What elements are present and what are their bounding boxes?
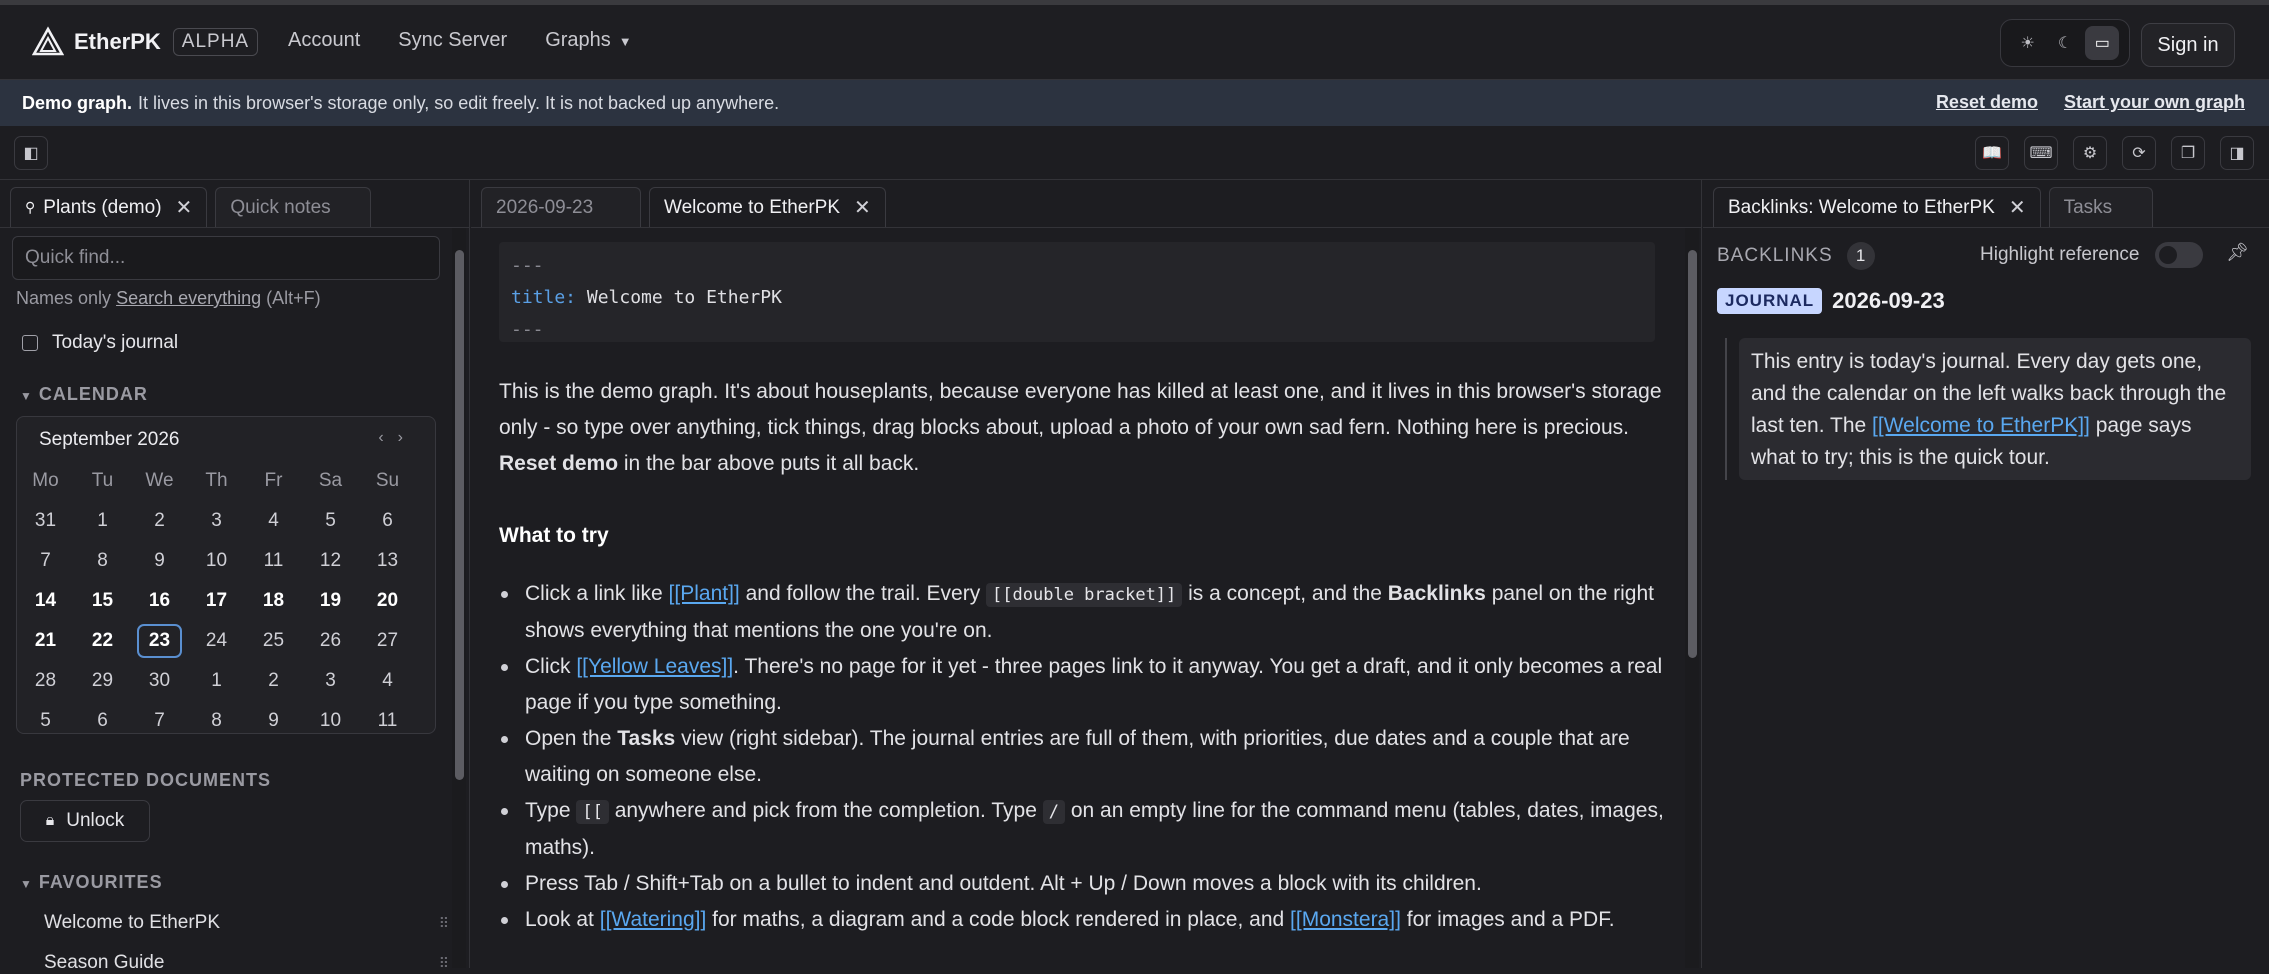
banner-lead: Demo graph. xyxy=(22,92,133,113)
weekday-label: We xyxy=(145,470,174,491)
brand[interactable] xyxy=(32,26,258,58)
backlinks-header: BACKLINKS 1 xyxy=(1717,242,1875,270)
moon-icon[interactable]: ☾ xyxy=(2057,35,2073,52)
calendar-day[interactable]: 3 xyxy=(211,510,222,531)
close-icon[interactable]: ✕ xyxy=(854,197,871,219)
calendar-day[interactable]: 18 xyxy=(262,590,285,611)
backlink-entry[interactable]: This entry is today's journal. Every day gets one, and the calendar on the left walks back through the last ten. The [[Welcome to EtherPK]] page says what to try; this is the quick tour. xyxy=(1739,338,2251,480)
calendar-day[interactable]: 21 xyxy=(34,630,57,651)
lock-icon: 🔒︎ xyxy=(45,812,55,829)
week-row xyxy=(17,661,437,701)
weekday-label: Su xyxy=(375,470,400,491)
favourite-item[interactable]: Season Guide xyxy=(44,952,165,973)
close-icon[interactable]: ✕ xyxy=(2008,197,2026,219)
calendar-day[interactable]: 11 xyxy=(377,710,398,731)
weekday-label: Sa xyxy=(318,470,343,491)
search-mode xyxy=(16,288,321,309)
monstera-link[interactable]: [[Monstera]] xyxy=(1290,908,1401,931)
calendar-day[interactable]: 3 xyxy=(325,670,336,691)
calendar-day[interactable]: 8 xyxy=(211,710,222,731)
calendar-day[interactable]: 31 xyxy=(34,510,57,531)
plant-link[interactable]: [[Plant]] xyxy=(668,582,740,605)
calendar xyxy=(16,416,436,734)
calendar-day[interactable]: 9 xyxy=(154,550,165,571)
calendar-day[interactable]: 28 xyxy=(34,670,57,691)
chevron-down-icon: ▼ xyxy=(618,34,632,49)
journal-badge: JOURNAL xyxy=(1717,288,1822,314)
calendar-day[interactable]: 6 xyxy=(382,510,393,531)
list-item[interactable]: Press Tab / Shift+Tab on a bullet to indent and outdent. Alt + Up / Down moves a block with its children. xyxy=(499,866,1669,902)
tab-welcome[interactable]: Welcome to EtherPK ✕ xyxy=(649,187,886,227)
toolbar xyxy=(0,126,2269,180)
calendar-day[interactable]: 2 xyxy=(154,510,165,531)
quick-find-input[interactable]: Quick find... xyxy=(12,236,440,280)
chevron-left-icon[interactable]: ‹ xyxy=(378,429,398,446)
start-own-graph-link[interactable]: Start your own graph xyxy=(2063,92,2245,112)
shortcut-hint: (Alt+F) xyxy=(266,288,321,308)
chevron-down-icon: ▼ xyxy=(20,389,33,403)
calendar-day[interactable]: 17 xyxy=(205,590,228,611)
calendar-day[interactable]: 12 xyxy=(319,550,342,571)
section-heading: What to try xyxy=(499,524,609,547)
todays-journal-link[interactable]: Today's journal xyxy=(22,332,178,354)
calendar-day[interactable]: 7 xyxy=(40,550,51,571)
calendar-grid xyxy=(17,461,437,741)
backlink-source[interactable] xyxy=(1717,288,1945,314)
week-row xyxy=(17,621,437,661)
scroll-thumb[interactable] xyxy=(455,250,464,780)
watering-link[interactable]: [[Watering]] xyxy=(599,908,707,931)
calendar-day[interactable]: 15 xyxy=(91,590,114,611)
editor-tabs xyxy=(471,180,1701,228)
calendar-day[interactable]: 26 xyxy=(319,630,342,651)
brand-name: EtherPK xyxy=(74,29,161,54)
calendar-day[interactable]: 4 xyxy=(382,670,393,691)
right-sidebar-toggle-icon[interactable]: ◨ xyxy=(2220,136,2254,170)
week-row xyxy=(17,541,437,581)
graph-icon: ⚲ xyxy=(25,199,36,215)
tips-list xyxy=(499,576,1669,938)
drag-handle-icon[interactable]: ⠿ xyxy=(438,955,449,971)
protected-documents-header: PROTECTED DOCUMENTS xyxy=(20,770,272,790)
calendar-day[interactable]: 24 xyxy=(205,630,228,651)
logo-icon xyxy=(32,26,64,58)
calendar-day[interactable]: 29 xyxy=(91,670,114,691)
calendar-day[interactable]: 10 xyxy=(319,710,342,731)
highlight-toggle[interactable] xyxy=(2155,242,2203,268)
favourites-section-header[interactable]: ▼ FAVOURITES xyxy=(20,872,163,892)
week-row xyxy=(17,501,437,541)
book-icon[interactable]: 📖 xyxy=(1975,136,2009,170)
top-bar xyxy=(0,0,2269,80)
list-item[interactable]: Look at [[Watering]] for maths, a diagram and a code block rendered in place, and [[Monstera]] for images and a PDF. xyxy=(499,902,1669,938)
search-everything-link[interactable]: Search everything xyxy=(116,288,262,308)
left-sidebar xyxy=(0,180,470,973)
list-item[interactable]: Type [[ anywhere and pick from the completion. Type / on an empty line for the command menu (tables, dates, images, maths). xyxy=(499,793,1669,866)
intro-paragraph[interactable]: This is the demo graph. It's about houseplants, because everyone has killed at least one, and it lives in this browser's storage only - so type over anything, tick things, drag blocks about, upload a photo of your own sad fern. Nothing here is precious. Reset demo in the bar above puts it all back. xyxy=(499,380,1662,475)
calendar-day[interactable]: 5 xyxy=(40,710,51,731)
weekday-label: Fr xyxy=(264,470,283,491)
copy-icon[interactable]: ❐ xyxy=(2171,136,2205,170)
left-sidebar-toggle-icon[interactable]: ◧ xyxy=(14,136,48,170)
weekday-row xyxy=(17,461,437,501)
names-only-option[interactable]: Names only xyxy=(16,288,112,308)
calendar-day[interactable]: 19 xyxy=(319,590,342,611)
calendar-icon xyxy=(22,335,38,351)
welcome-link[interactable]: [[Welcome to EtherPK]] xyxy=(1872,414,2090,437)
frontmatter-block[interactable]: --- title: Welcome to EtherPK --- xyxy=(499,242,1655,342)
calendar-month: September 2026 xyxy=(39,429,180,450)
sign-in-button[interactable]: Sign in xyxy=(2141,23,2235,67)
list-item[interactable]: Open the Tasks view (right sidebar). The journal entries are full of them, with priorities, due dates and a couple that are waiting on someone else. xyxy=(499,721,1669,793)
week-row xyxy=(17,701,437,741)
week-row xyxy=(17,581,437,621)
editor-scrollbar[interactable] xyxy=(1685,228,1699,968)
list-item[interactable]: Click [[Yellow Leaves]]. There's no page for it yet - three pages link to it anyway. You get a draft, and it only becomes a real page if you type something. xyxy=(499,649,1669,721)
calendar-day[interactable]: 2 xyxy=(268,670,279,691)
calendar-day[interactable]: 25 xyxy=(262,630,285,651)
theme-switcher xyxy=(2000,19,2130,67)
calendar-day[interactable]: 10 xyxy=(205,550,228,571)
nav-sync-server[interactable]: Sync Server xyxy=(398,29,508,51)
unlock-button[interactable]: 🔒︎ Unlock xyxy=(20,800,150,842)
keyboard-icon[interactable]: ⌨ xyxy=(2024,136,2058,170)
calendar-day[interactable]: 20 xyxy=(376,590,399,611)
right-tabs xyxy=(1703,180,2269,228)
tab-plants-demo[interactable]: ⚲ Plants (demo) ✕ xyxy=(10,187,207,227)
calendar-day[interactable]: 27 xyxy=(376,630,399,651)
calendar-day[interactable]: 13 xyxy=(376,550,399,571)
editor-pane xyxy=(471,180,1702,968)
reset-demo-link[interactable]: Reset demo xyxy=(1935,92,2038,112)
gear-icon[interactable]: ⚙ xyxy=(2073,136,2107,170)
calendar-day[interactable]: 6 xyxy=(97,710,108,731)
weekday-label: Th xyxy=(205,470,228,491)
tab-tasks[interactable]: Tasks xyxy=(2049,187,2153,227)
weekday-label: Mo xyxy=(32,470,59,491)
pin-icon[interactable]: 📌︎ xyxy=(2226,242,2249,262)
calendar-day[interactable]: 1 xyxy=(97,510,108,531)
monitor-icon[interactable]: ▭ xyxy=(2085,26,2119,60)
chevron-down-icon: ▼ xyxy=(20,877,33,891)
calendar-day-today[interactable]: 23 xyxy=(137,624,182,658)
demo-banner xyxy=(0,80,2269,126)
calendar-day[interactable]: 22 xyxy=(91,630,114,651)
left-scrollbar[interactable] xyxy=(452,228,466,968)
page-content xyxy=(499,374,1669,938)
journal-date[interactable]: 2026-09-23 xyxy=(1832,288,1945,313)
tab-backlinks[interactable]: Backlinks: Welcome to EtherPK ✕ xyxy=(1713,187,2041,227)
alpha-badge: ALPHA xyxy=(173,28,258,56)
calendar-day[interactable]: 14 xyxy=(34,590,57,611)
calendar-day[interactable]: 30 xyxy=(148,670,171,691)
nav-graphs[interactable]: Graphs ▼ xyxy=(545,29,632,51)
banner-text: It lives in this browser's storage only, so edit freely. It is not backed up anywhere. xyxy=(138,92,780,113)
sun-icon[interactable]: ☀ xyxy=(2020,35,2035,52)
calendar-day[interactable]: 8 xyxy=(97,550,108,571)
calendar-day[interactable]: 9 xyxy=(268,710,279,731)
sync-icon[interactable]: ⟳ xyxy=(2122,136,2156,170)
calendar-day[interactable]: 16 xyxy=(148,590,171,611)
calendar-day[interactable]: 4 xyxy=(268,510,279,531)
chevron-right-icon[interactable]: › xyxy=(397,429,417,446)
yellow-leaves-link[interactable]: [[Yellow Leaves]] xyxy=(576,655,734,678)
tab-quick-notes[interactable]: Quick notes xyxy=(215,187,371,227)
calendar-day[interactable]: 1 xyxy=(211,670,222,691)
list-item[interactable]: Click a link like [[Plant]] and follow the trail. Every [[double bracket]] is a concept, and the Backlinks panel on the right shows everything that mentions the one you're on. xyxy=(499,576,1669,649)
backlinks-count: 1 xyxy=(1847,242,1875,270)
tab-journal-date[interactable]: 2026-09-23 xyxy=(481,187,641,227)
main-nav xyxy=(288,29,632,52)
scroll-thumb[interactable] xyxy=(1688,250,1697,658)
calendar-section-header[interactable]: ▼ CALENDAR xyxy=(20,384,148,404)
calendar-day[interactable]: 11 xyxy=(263,550,284,571)
favourite-item[interactable]: Welcome to EtherPK xyxy=(44,912,221,933)
nav-account[interactable]: Account xyxy=(288,29,361,51)
highlight-reference: Highlight reference xyxy=(1980,242,2203,268)
reference-bar xyxy=(1725,338,1727,480)
calendar-day[interactable]: 7 xyxy=(154,710,165,731)
left-tabs xyxy=(0,180,469,228)
weekday-label: Tu xyxy=(91,470,114,491)
right-sidebar xyxy=(1703,180,2269,968)
calendar-day[interactable]: 5 xyxy=(325,510,336,531)
drag-handle-icon[interactable]: ⠿ xyxy=(438,915,449,931)
close-icon[interactable]: ✕ xyxy=(175,197,193,219)
